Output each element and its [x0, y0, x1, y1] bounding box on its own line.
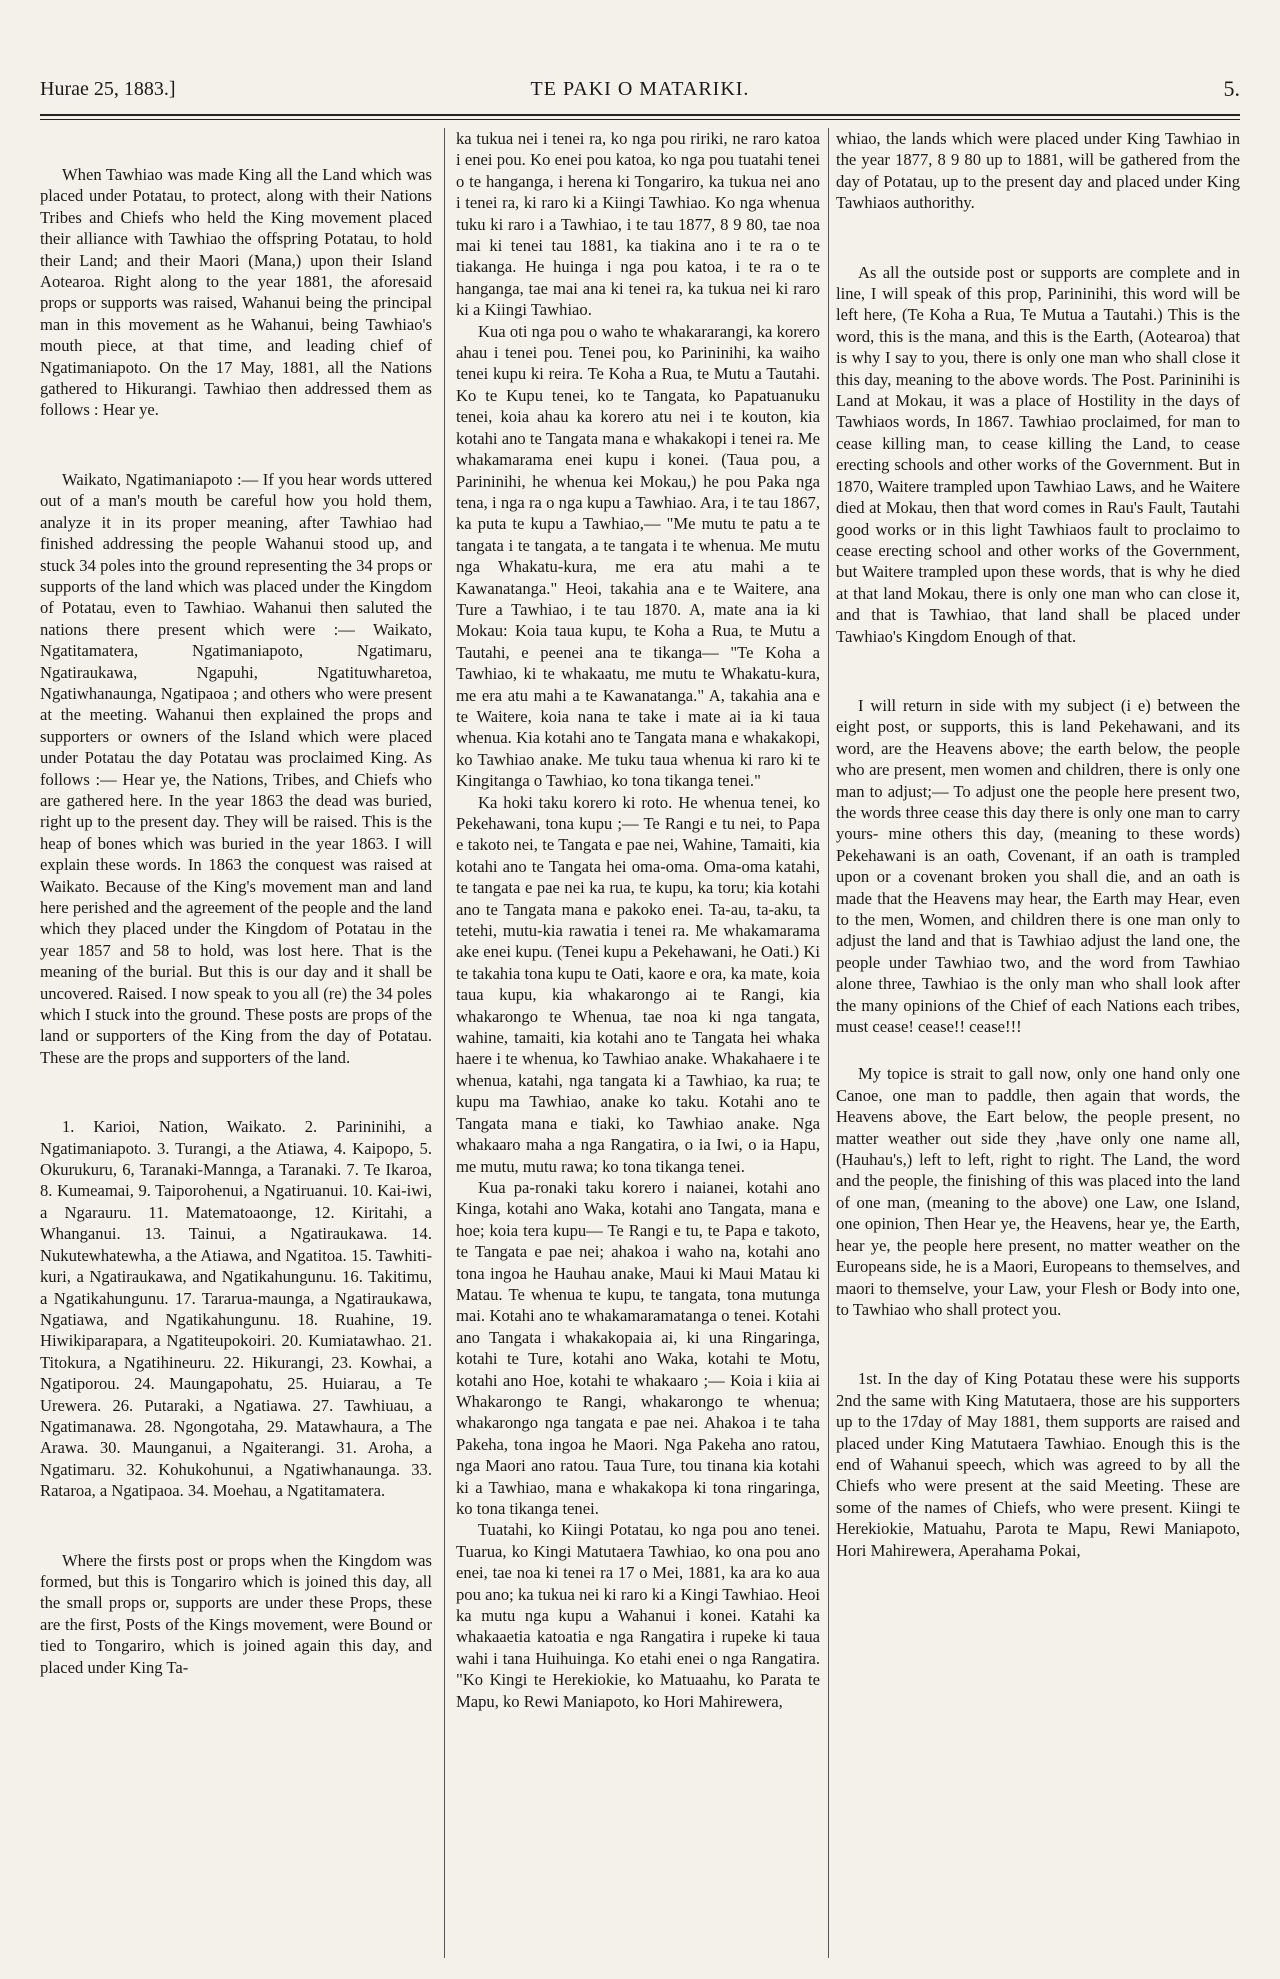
header-rule — [40, 114, 1240, 116]
header-date: Hurae 25, 1883.] — [40, 78, 176, 100]
article-paragraph: whiao, the lands which were placed under King Tawhiao in the year 1877, 8 9 80 up to 1881, will be gathered from the day of Potatau, up to the present day and placed under King Tawhiaos authorithy. — [836, 129, 1240, 213]
article-paragraph: As all the outside post or supports are complete and in line, I will speak of this prop, Parininihi, this word will be left here, (Te Koha a Rua, Te Mutua a Tautahi.) This is the word, this is the mana, and this is the Earth, (Aotearoa) that is why I say to you, there is only one man who shall close it this day, meaning to the above words. The Post. Parininihi is Land at Mokau, it was a place of Hostility in the days of Tawhiaos words, In 1867. Tawhiao proclaimed, for man to cease killing man, to cease killing the Land, to cease erecting schools and other works of the Government. But in 1870, Waitere trampled upon Tawhiao Laws, and he Waitere died at Mokau, then that word comes in Rau's Fault, Tautahi good works or in this light Tawhiaos fault to proclaimo to cease erecting school and other works of the Government, but Waitere trampled upon these words, that is why he died at that land Mokau, there is only one man who can close it, and that is Tawhiao, that land shall be placed under Tawhiao's Kingdom Enough of that. — [836, 262, 1240, 646]
column-2 — [456, 128, 820, 1958]
article-paragraph: Kua oti nga pou o waho te whakararangi, ka korero ahau i tenei pou. Tenei pou, ko Parininihi, ka waiho tenei kupu ki reira. Te Koha a Rua, te Mutu a Tautahi. Ko te Kupu tenei, ko te Tangata, ko Papatuanuku tenei, koia ahau ka korero atu nei i te kouton, kia kotahi ano te Tangata mana e whakakopi i tenei ra. Me whakamarama enei kupu i konei. (Taua pou, a Parininihi, he whenua kei Mokau,) he pou Paka nga tena, i nga ra o nga kupu a Tawhiao. Ara, i te tau 1867, ka puta te kupu a Tawhiao,— "Me mutu te patu a te tangata i te tangata, a te tangata i te whenua. Me mutu nga Whakatu-kura, me era atu mahi a te Kawanatanga." Heoi, takahia ana e te Waitere, ana Ture a Tawhiao, i te tau 1870. A, mate ana ia ki Mokau: Koia taua kupu, te Koha a Rua, te Mutu a Tautahi, e peenei ana te tikanga— "Te Koha a Tawhiao, ki te whakaatu, me mutu te Whakatu-kura, me era atu mahi a te Kawanatanga." A, takahia ana e te Waitere, koia nana te take i mate ai ia ki taua whenua. Kia kotahi ano te Tangata mana e whakakopi, ko Tawhiao anake. Me tuku taua whenua ki raro ki te Kingitanga o Tawhiao, ko tona tikanga tenei." — [456, 321, 820, 791]
masthead-title: TE PAKI O MATARIKI. — [530, 78, 750, 100]
page-number: 5. — [1223, 76, 1240, 101]
article-paragraph: Where the firsts post or props when the Kingdom was formed, but this is Tongariro which is joined this day, all the small props or, supports are under these Props, these are the first, Posts of the Kings movement, were Bound or tied to Tongariro, which is joined again this day, and placed under King Ta- — [40, 1550, 432, 1677]
column-divider — [444, 128, 445, 1958]
header-rule-thin — [40, 119, 1240, 120]
article-paragraph: 1st. In the day of King Potatau these were his supports 2nd the same with King Matutaera, those are his supporters up to the 17day of May 1881, them supports are raised and placed under King Matutaera Tawhiao. Enough this is the end of Wahanui speech, which was agreed to by all the Chiefs who were present at the said Meeting. These are some of the names of Chiefs, who were present. Kiingi te Herekiokie, Matuahu, Parota te Mapu, Rewi Maniapoto, Hori Mahirewera, Aperahama Pokai, — [836, 1369, 1240, 1560]
article-paragraph: Kua pa-ronaki taku korero i naianei, kotahi ano Kinga, kotahi ano Waka, kotahi ano Tangata, mana e hoe; koia tera kupu— Te Rangi e tu, te Papa e takoto, te Tangata e pae nei; ahakoa i waho na, kotahi ano tona ingoa he Hauhau anake, Maui ki Maui Matau ki Matau. Te whenua te kupu, te tangata, tona mutunga mai. Kotahi ano te whakamaramatanga o tenei. Kotahi ano Tangata i whakakopaia ai, ki una Ringaringa, kotahi te Ture, kotahi ano Waka, kotahi te Motu, kotahi ano Hoe, kotahi te whakaaro ;— Koia i kiia ai Whakarongo te Rangi, whakarongo te whenua; whakarongo nga tangata e pae nei. Ahakoa i te taha Pakeha, tona ingoa he Maori. Nga Pakeha ano ratou, nga Maori ano ratou. Taua Ture, tou tinana kia kotahi ki a Tawhiao, mana e whakakopa ki tona ringaringa, ko tona tikanga tenei. — [456, 1177, 820, 1518]
article-paragraph: ka tukua nei i tenei ra, ko nga pou ririki, ne raro katoa i enei pou. Ko enei pou katoa, ko nga pou tuatahi tenei o te hanganga, i herena ki Tongariro, ka tukua nei ano i tenei ra, ki raro ki a Kiingi Tawhiao. Ko nga whenua tuku ki raro i a Tawhiao, i te tau 1877, 8 9 80, tae noa mai ki tenei tau 1881, ka tiakina ano i te ra o te tiakanga. He huinga i nga pou katoa, i te ra o te hanganga, tae mai ana ki tenei ra, ka tukua nei ki raro ki a Kiingi Tawhiao. — [456, 129, 820, 320]
article-paragraph: Tuatahi, ko Kiingi Potatau, ko nga pou ano tenei. Tuarua, ko Kingi Matutaera Tawhiao, ko ona pou ano enei, tae noa ki tenei ra 17 o Mei, 1881, ka ara ko aua pou ano; ka tukua nei ki raro ki a Kingi Tawhiao. Heoi ka mutu nga kupu a Wahanui i konei. Katahi ka whakaaetia katoatia e nga Rangatira i rupeke ki taua wahi i tana Huihuinga. Ko etahi enei o nga Rangatira. "Ko Kingi te Herekiokie, ko Matuaahu, ko Parata te Mapu, ko Rewi Maniapoto, ko Hori Mahirewera, — [456, 1520, 820, 1711]
column-1 — [40, 128, 432, 1958]
article-paragraph: When Tawhiao was made King all the Land which was placed under Potatau, to protect, along with their Nations Tribes and Chiefs who held the King movement placed their alliance with Tawhiao the offspring Potatau, to hold their Land; and their Maori (Mana,) upon their Island Aotearoa. Right along to the year 1881, the aforesaid props or supports was raised, Wahanui being the principal man in this movement as he Wahanui, being Tawhiao's mouth piece, at that time, and leading chief of Ngatimaniapoto. On the 17 May, 1881, all the Nations gathered to Hikurangi. Tawhiao then addressed them as follows : Hear ye. — [40, 165, 432, 420]
article-paragraph: Waikato, Ngatimaniapoto :— If you hear words uttered out of a man's mouth be careful how you hold them, analyze it in its proper meaning, after Tawhiao had finished addressing the people Wahanui stood up, and stuck 34 poles into the ground representing the 34 props or supports of the land which was placed under the Kingdom of Potatau, even to Tawhiao. Wahanui then saluted the nations there present which were :— Waikato, Ngatitamatera, Ngatimaniapoto, Ngatimaru, Ngatiraukawa, Ngapuhi, Ngatituwharetoa, Ngatiwhanaunga, Ngatipaoa ; and others who were present at the meeting. Wahanui then explained the props and supporters or owners of the Island which were placed under Potatau the day Potatau was proclaimed King. As follows :— Hear ye, the Nations, Tribes, and Chiefs who are gathered here. In the year 1863 the dead was buried, right up to the present day. They will be raised. This is the heap of bones which was buried in the year 1863. I will explain these words. In 1863 the conquest was raised at Waikato. Because of the King's movement man and land here perished and the agreement of the people and the land which they placed under the Kingdom of Potatau in the year 1857 and 58 to hold, was lost here. That is the meaning of the burial. But this is our day and it shall be uncovered. Raised. I now speak to you all (re) the 34 poles which I stuck into the ground. These posts are props of the land or supporters of the King from the day of Potatau. These are the props and supporters of the land. — [40, 469, 432, 1067]
props-list: 1. Karioi, Nation, Waikato. 2. Parininihi, a Ngatimaniapoto. 3. Turangi, a the Atiawa, 4. Kaipopo, 5. Okurukuru, 6, Taranaki-Mannga, a Taranaki. 7. Te Ikaroa, 8. Kumeamai, 9. Taiporohenui, a Ngatiruanui. 10. Kai-iwi, a Ngarauru. 11. Matematoaonge, 12. Kiritahi, a Whanganui. 13. Tainui, a Ngatiraukawa. 14. Nukutewhatewha, a the Atiawa, and Ngatitoa. 15. Tawhiti-kuri, a Ngatiraukawa, and Ngatikahungunu. 16. Takitimu, a Ngatikahungunu. 17. Tararua-maunga, a Ngatiraukawa, Ngatiawa, and Ngatikahungunu. 18. Ruahine, 19. Hiwikiparapara, a Ngatiteupokoiri. 20. Kumiatawhao. 21. Titokura, a Ngatihineuru. 22. Hikurangi, 23. Kowhai, a Ngatiporou. 24. Maungapohatu, 25. Huiarau, a Te Urewera. 26. Putaraki, a Ngatiawa. 27. Tawhiuau, a Ngatimanawa. 28. Ngongotaha, 29. Matawhaura, a The Arawa. 30. Maunganui, a Ngaiterangi. 31. Aroha, a Ngatimaru. 32. Kohukohunui, a Ngatiwhanaunga. 33. Rataroa, a Ngatipaoa. 34. Moehau, a Ngatitamatera. — [40, 1117, 432, 1501]
article-paragraph: My topice is strait to gall now, only one hand only one Canoe, one man to paddle, then again that words, the Heavens above, the Eart below, the people present, no matter weather out side they ,have only one name all, (Hauhau's,) left to left, right to right. The Land, the word and the people, the finishing of this was placed into the land of one man, (meaning to the above) one Law, one Island, one opinion, Then Hear ye, the Heavens, hear ye, the Earth, hear ye, the people here present, no matter weather on the Europeans side, he is a Maori, Europeans to themselves, and maori to themselve, your Law, your Flesh or Body into one, to Tawhiao who shall protect you. — [836, 1064, 1240, 1319]
article-paragraph: I will return in side with my subject (i e) between the eight post, or supports, this is land Pekehawani, and its word, are the Heavens above; the earth below, the people who are present, men women and children, there is only one man to adjust;— To adjust one the people here present two, the words three cease this day there is only one man to carry yours- mine others this day, (meaning to these words) Pekehawani is an oath, Covenant, if an oath is trampled upon or a covenant broken you shall die, and an oath is made that the Heavens may hear, the Earth may Hear, even to the men, Women, and children there is one man only to adjust the land and that is Tawhiao adjust the land one, the people under Tawhiao two, and the word from Tawhiao alone three, Tawhiao is the only man who shall look after the many opinions of the Chief of each Nations each tribes, must cease! cease!! cease!!! — [836, 695, 1240, 1037]
article-paragraph: Ka hoki taku korero ki roto. He whenua tenei, ko Pekehawani, tona kupu ;— Te Rangi e tu nei, to Papa e takoto nei, te Tangata e pae nei, Wahine, Tamaiti, kia kotahi ano te Tangata hei oma-oma. Oma-oma katahi, te tangata e pae nei ka rua, te kupu, ka toru; kia kotahi ano te Tangata mana e pakoko enei. Ta-au, ta-aku, ta tetehi, mutu-kia rawatia i tenei ra. Me whakamarama ake enei kupu. (Tenei kupu a Pekehawani, he Oati.) Ki te takahia tona kupu te Oati, kaore e ora, ka mate, koia taua kupu, kia whakarongo ai te Rangi, kia whakarongo te Whenua, tae noa ki nga tangata, wahine, tamaiti, kia kotahi ano te Tangata hei whaka haere i te whenua, ko Tawhiao anake. Whakahaere i te whenua, katahi, nga tangata ki a Tawhiao, ka rua; te kupu ma Tawhiao, anake ko taku. Kotahi ano te Tangata mana e tiaki, ko Tawhiao anake. Nga whakaaro maha a nga Rangatira, o ia Iwi, o ia Hapu, me mutu, mutu rawa; ko tona tikanga tenei. — [456, 792, 820, 1176]
column-divider — [828, 128, 829, 1958]
column-3 — [836, 128, 1240, 1958]
page-header — [40, 70, 1240, 110]
